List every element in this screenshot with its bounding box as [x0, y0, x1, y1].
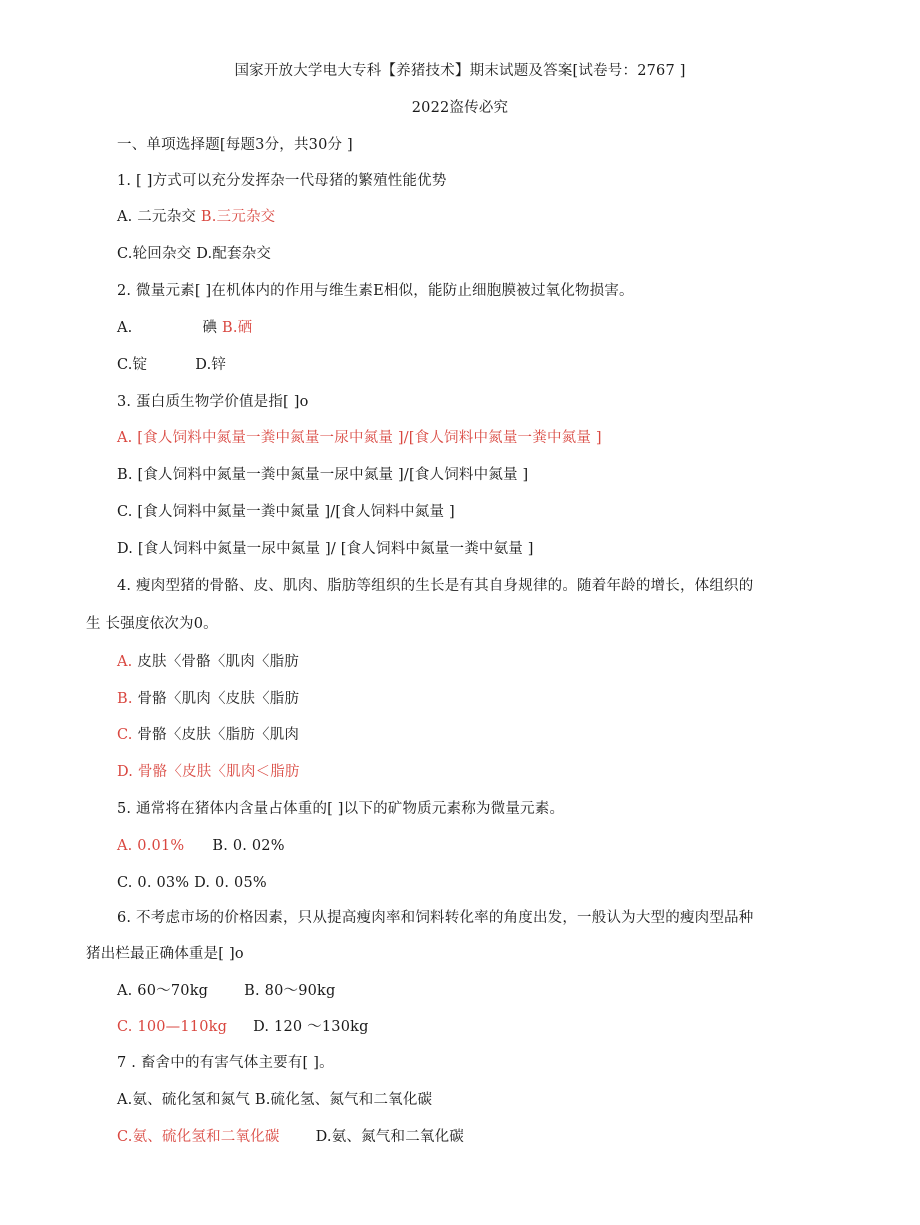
question-5-option-a-answer: A. 0.01% — [117, 838, 185, 854]
question-1-options-ab — [117, 207, 275, 227]
question-1-options-cd: C.轮回杂交 D.配套杂交 — [117, 246, 272, 262]
question-4-option-d-answer: D. 骨骼〈皮肤〈肌肉＜脂肪 — [117, 764, 300, 780]
question-4-option-a-letter: A. — [117, 654, 133, 670]
question-5-stem: 5. 通常将在猪体内含量占体重的[ ]以下的矿物质元素称为微量元素。 — [117, 801, 565, 817]
question-2-option-d: D.锌 — [195, 357, 227, 373]
question-4-stem-line-1: 4. 瘦肉型猪的骨骼、皮、肌肉、脂肪等组织的生长是有其自身规律的。随着年龄的增长，体组织的 — [117, 578, 754, 594]
question-5-options-ab — [117, 836, 285, 856]
question-3-option-a-answer: A. [食人饲料中氮量一粪中氮量一尿中氮量 ]/[食人饲料中氮量一粪中氮量 ] — [117, 430, 602, 446]
question-2-option-a-text: 碘 — [202, 320, 218, 336]
question-6-option-c-answer: C. 100—110kg — [117, 1019, 228, 1035]
document-subtitle: 2022盗传必究 — [411, 100, 509, 116]
question-7-option-d: D.氨、氮气和二氧化碳 — [315, 1129, 465, 1145]
question-4-option-b-letter: B. — [117, 691, 133, 707]
document-title: 国家开放大学电大专科【养猪技术】期末试题及答案[试卷号：2767 ] — [234, 63, 686, 79]
question-7-option-c-answer: C.氨、硫化氢和二氧化碳 — [117, 1129, 280, 1145]
question-6-option-b: B. 80〜90kg — [244, 983, 336, 999]
question-2-stem: 2. 微量元素[ ]在机体内的作用与维生素E相似，能防止细胞膜被过氧化物损害。 — [117, 283, 634, 299]
question-1-stem: 1. [ ]方式可以充分发挥杂一代母猪的繁殖性能优势 — [117, 173, 447, 189]
question-4-option-c — [117, 725, 299, 745]
question-5-options-cd: C. 0. 03% D. 0. 05% — [117, 875, 267, 891]
question-2-options-ab — [117, 318, 252, 338]
question-4-option-b — [117, 689, 299, 709]
question-2-option-a-letter: A. — [117, 320, 133, 336]
question-6-options-cd — [117, 1017, 369, 1037]
question-7-stem: 7 . 畜舍中的有害气体主要有[ ]。 — [117, 1055, 334, 1071]
question-4-option-b-text: 骨骼〈肌肉〈皮肤〈脂肪 — [137, 691, 300, 707]
question-4-option-a — [117, 652, 299, 672]
question-4-option-c-letter: C. — [117, 727, 133, 743]
section-heading: 一、单项选择题[每题3分，共30分 ] — [117, 137, 353, 153]
question-4-stem-line-2: 生 长强度依次为0。 — [86, 616, 218, 632]
question-6-stem-line-1: 6. 不考虑市场的价格因素，只从提高瘦肉率和饲料转化率的角度出发，一般认为大型的瘦肉型品种 — [117, 910, 754, 926]
question-2-option-b-answer: B.硒 — [222, 320, 253, 336]
question-6-option-a: A. 60〜70kg — [117, 983, 209, 999]
question-3-stem: 3. 蛋白质生物学价值是指[ ]o — [117, 394, 309, 410]
question-7-options-ab: A.氨、硫化氢和氮气 B.硫化氢、氮气和二氧化碳 — [117, 1092, 433, 1108]
question-6-option-d: D. 120 〜130kg — [253, 1019, 369, 1035]
question-4-option-c-text: 骨骼〈皮肤〈脂肪〈肌肉 — [137, 727, 300, 743]
question-3-option-c: C. [食人饲料中氮量一粪中氮量 ]/[食人饲料中氮量 ] — [117, 504, 455, 520]
question-6-stem-line-2: 猪出栏最正确体重是[ ]o — [86, 946, 244, 962]
question-1-option-a: A. 二元杂交 — [117, 209, 197, 225]
question-2-option-c: C.锭 — [117, 357, 148, 373]
question-5-option-b: B. 0. 02% — [212, 838, 285, 854]
question-7-options-cd — [117, 1127, 464, 1147]
question-4-option-a-text: 皮肤〈骨骼〈肌肉〈脂肪 — [137, 654, 299, 670]
question-3-option-d: D. [食人饲料中氮量一尿中氮量 ]/ [食人饲料中氮量一粪中氨量 ] — [117, 541, 534, 557]
question-2-options-cd — [117, 355, 226, 375]
question-6-options-ab — [117, 981, 336, 1001]
question-3-option-b: B. [食人饲料中氮量一粪中氮量一尿中氮量 ]/[食人饲料中氮量 ] — [117, 467, 529, 483]
question-1-option-b-answer: B.三元杂交 — [200, 209, 276, 225]
